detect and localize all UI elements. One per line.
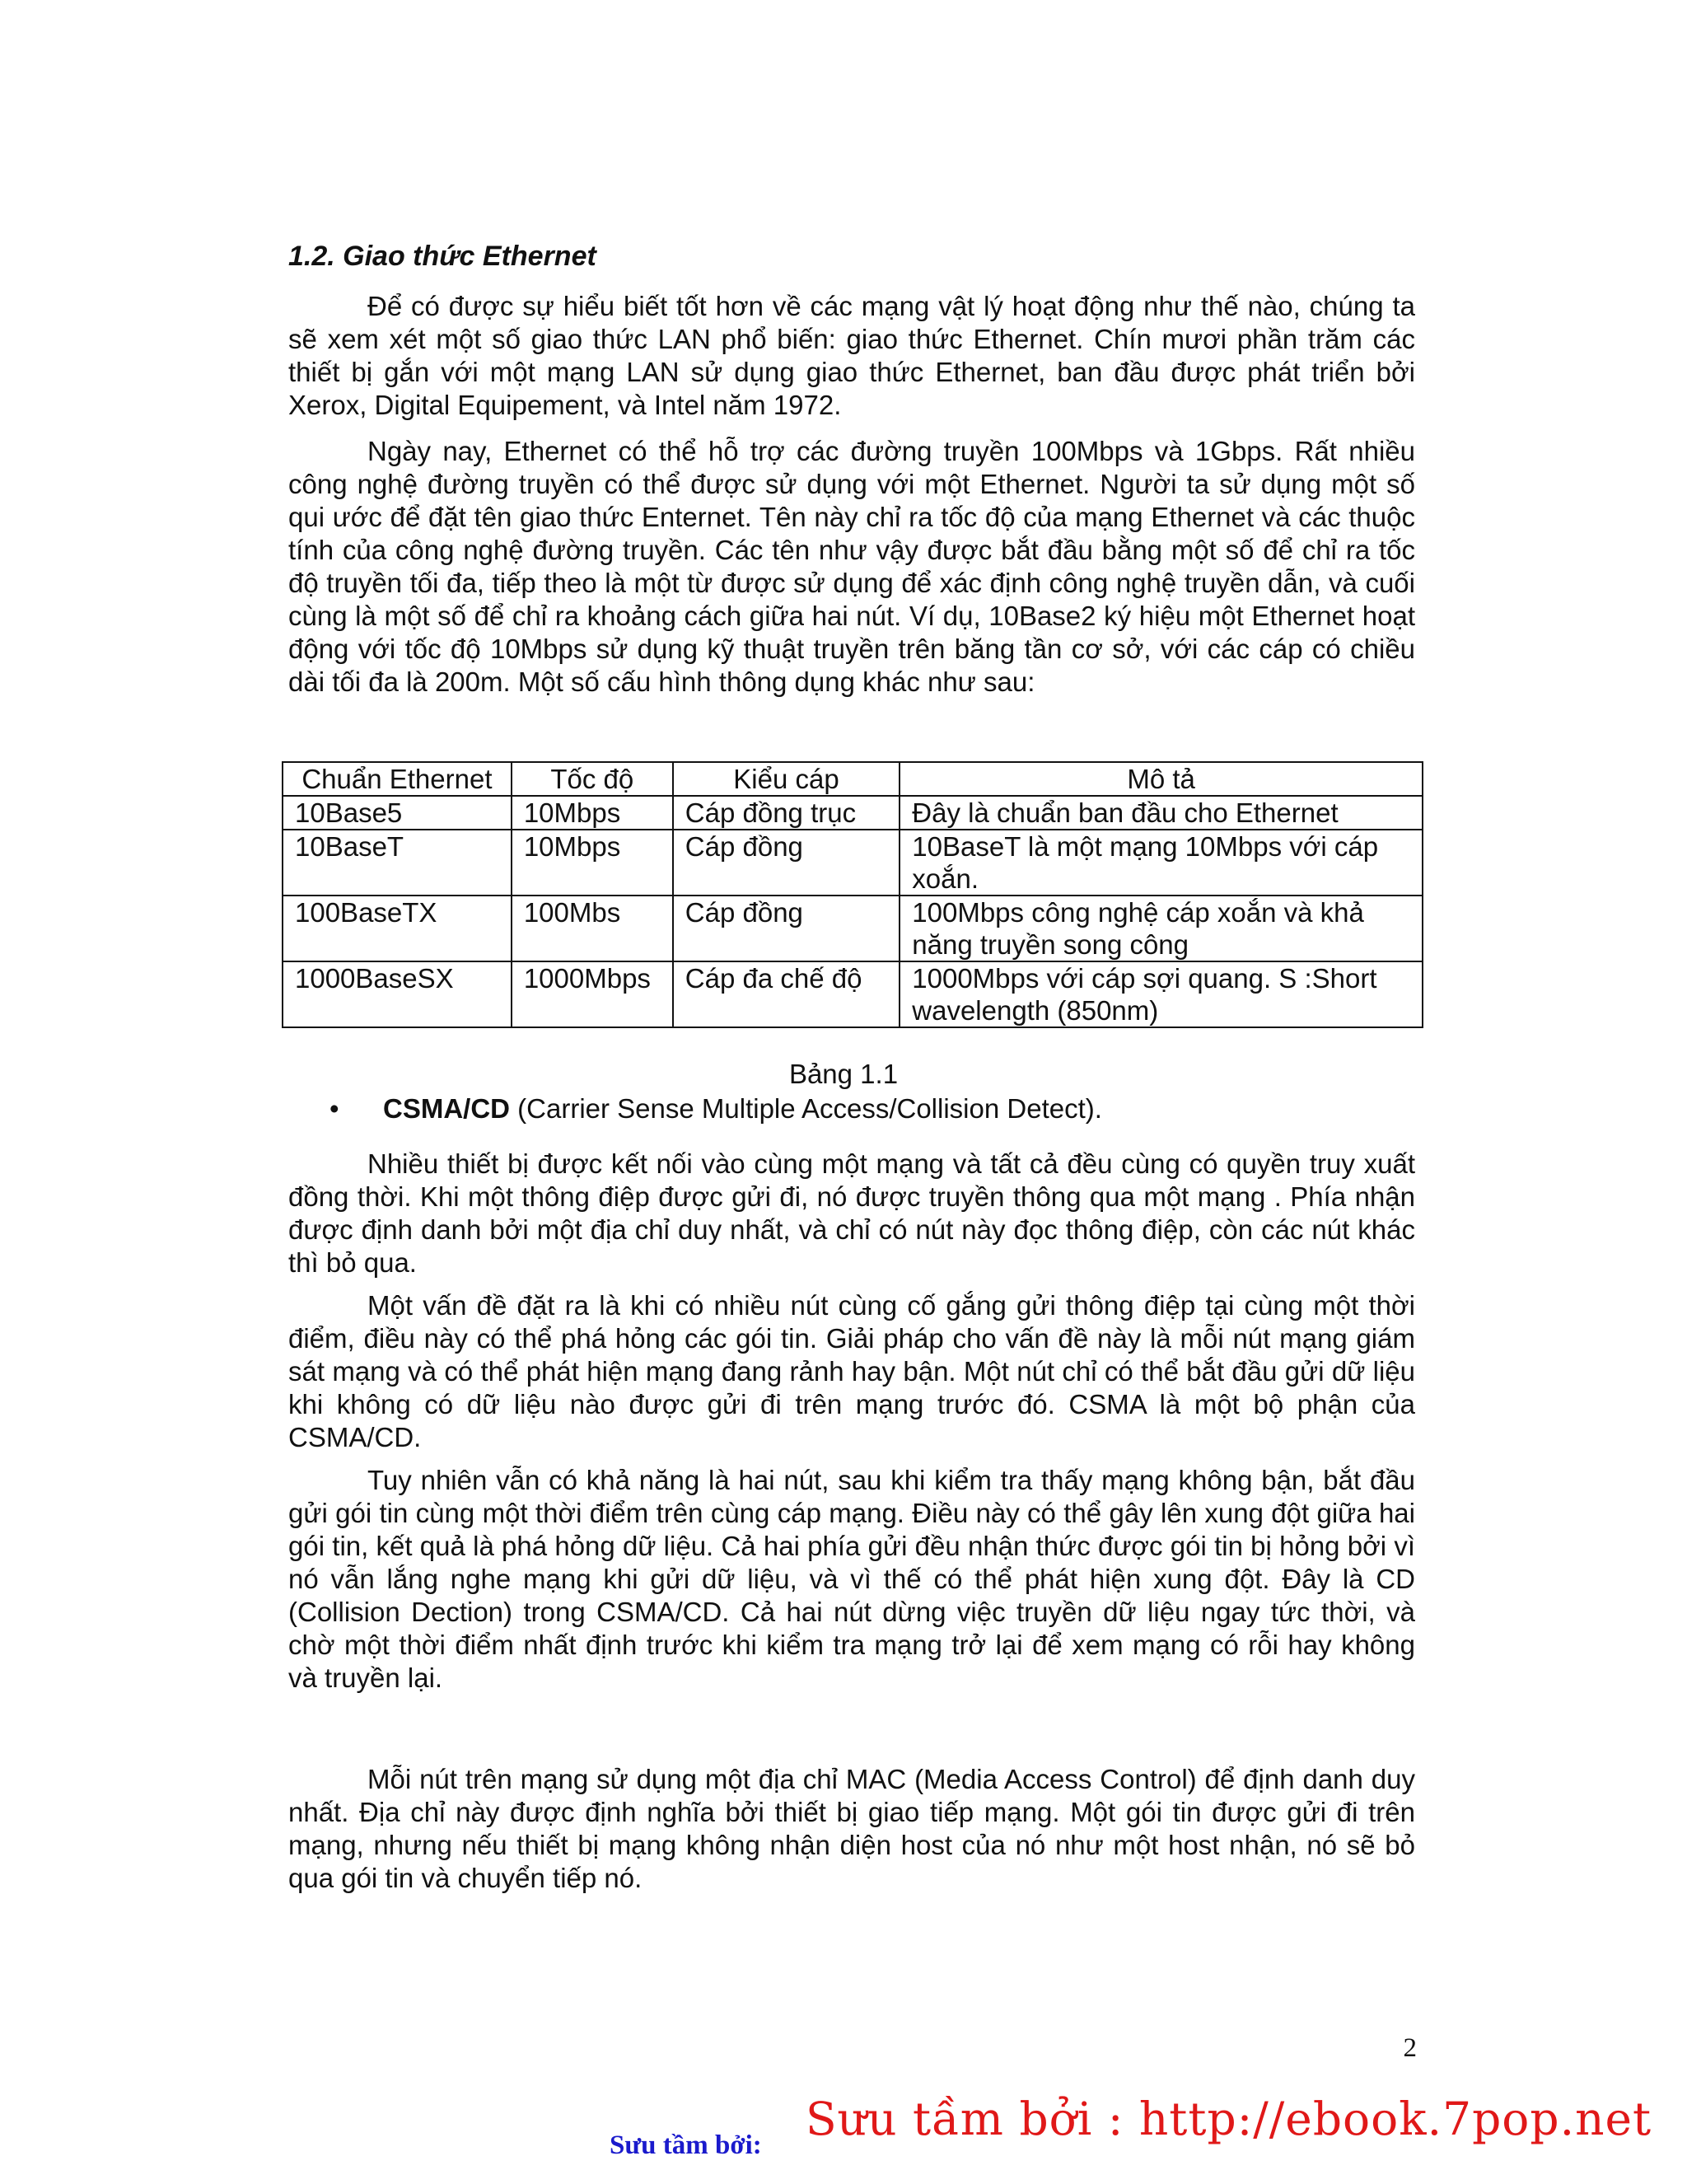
table-cell: Cáp đồng [673, 896, 900, 961]
paragraph-carrier-sense: Một vấn đề đặt ra là khi có nhiều nút cùng cố gắng gửi thông điệp tại cùng một thời điểm, điều này có thể phá hỏng các gói tin. Giải pháp cho vấn đề này là mỗi nút mạng giám sát mạng và có thể phát hiện mạng đang rảnh hay bận. Một nút chỉ có thể bắt đầu gửi dữ liệu khi không có dữ liệu nào được gửi đi trên mạng trước đó. CSMA là một bộ phận của CSMA/CD. [288, 1290, 1415, 1452]
table-cell: 100BaseTX [283, 896, 512, 961]
table-cell: Đây là chuẩn ban đầu cho Ethernet [900, 796, 1423, 830]
table-row [283, 896, 1423, 961]
footer-credit-label: Sưu tầm bởi: [610, 2130, 762, 2160]
paragraph-mac-address: Mỗi nút trên mạng sử dụng một địa chỉ MAC (Media Access Control) để định danh duy nhất. Địa chỉ này được định nghĩa bởi thiết bị giao tiếp mạng. Một gói tin được gửi đi trên mạng, nhưng nếu thiết bị mạng không nhận diện host của nó như một host nhận, nó sẽ bỏ qua gói tin và chuyển tiếp nó. [288, 1764, 1415, 1893]
paragraph-shared-access: Nhiều thiết bị được kết nối vào cùng một mạng và tất cả đều cùng có quyền truy xuất đồng thời. Khi một thông điệp được gửi đi, nó được truyền thông qua một mạng . Phía nhận được định danh bởi một địa chỉ duy nhất, và chỉ có nút này đọc thông điệp, còn các nút khác thì bỏ qua. [288, 1148, 1415, 1278]
bullet-term: CSMA/CD [383, 1093, 510, 1124]
footer-watermark-link[interactable]: Sưu tầm bởi : http://ebook.7pop.net [806, 2093, 1652, 2145]
table-cell: Cáp đa chế độ [673, 961, 900, 1027]
table-cell: 10Base5 [283, 796, 512, 830]
table-row [283, 830, 1423, 896]
bullet-icon: • [329, 1093, 339, 1124]
paragraph-intro: Để có được sự hiểu biết tốt hơn về các mạng vật lý hoạt động như thế nào, chúng ta sẽ xem xét một số giao thức LAN phổ biến: giao thức Ethernet. Chín mươi phần trăm các thiết bị gắn với một mạng LAN sử dụng giao thức Ethernet, ban đầu được phát triển bởi Xerox, Digital Equipement, và Intel năm 1972. [288, 291, 1415, 420]
table-header-cell: Tốc độ [512, 762, 673, 796]
table-row [283, 961, 1423, 1027]
paragraph-collision-detect: Tuy nhiên vẫn có khả năng là hai nút, sau khi kiểm tra thấy mạng không bận, bắt đầu gửi gói tin cùng một thời điểm trên cùng cáp mạng. Điều này có thể gây lên xung đột giữa hai gói tin, kết quả là phá hỏng dữ liệu. Cả hai phía gửi đều nhận thức được gói tin bị hỏng bởi vì nó vẫn lắng nghe mạng khi gửi dữ liệu, và vì thế có thể phát hiện xung đột. Đây là CD (Collision Dection) trong CSMA/CD. Cả hai nút dừng việc truyền dữ liệu ngay tức thời, và chờ một thời điểm nhất định trước khi kiểm tra mạng trở lại để xem mạng có rỗi hay không và truyền lại. [288, 1465, 1415, 1693]
table-cell: 10Mbps [512, 830, 673, 896]
table-caption: Bảng 1.1 [788, 1059, 899, 1089]
ethernet-standards-table [282, 761, 1423, 1028]
table-header-cell: Kiểu cáp [673, 762, 900, 796]
table-header-cell: Chuẩn Ethernet [283, 762, 512, 796]
table-cell: 100Mbs [512, 896, 673, 961]
table-cell: 1000Mbps [512, 961, 673, 1027]
bullet-text [383, 1092, 1102, 1125]
page-number: 2 [1403, 2033, 1417, 2063]
table-cell: 10BaseT là một mạng 10Mbps với cáp xoắn. [900, 830, 1423, 896]
table-cell: Cáp đồng [673, 830, 900, 896]
table-row [283, 796, 1423, 830]
table-header-cell: Mô tả [900, 762, 1423, 796]
table-cell: 100Mbps công nghệ cáp xoắn và khả năng truyền song công [900, 896, 1423, 961]
bullet-description: (Carrier Sense Multiple Access/Collision Detect). [510, 1093, 1102, 1124]
table-cell: Cáp đồng trục [673, 796, 900, 830]
table-cell: 1000Mbps với cáp sợi quang. S :Short wavelength (850nm) [900, 961, 1423, 1027]
table-cell: 1000BaseSX [283, 961, 512, 1027]
section-heading: 1.2. Giao thức Ethernet [288, 241, 596, 272]
table-cell: 10Mbps [512, 796, 673, 830]
table-cell: 10BaseT [283, 830, 512, 896]
paragraph-naming: Ngày nay, Ethernet có thể hỗ trợ các đường truyền 100Mbps và 1Gbps. Rất nhiều công nghệ đường truyền có thể được sử dụng với một Ethernet. Người ta sử dụng một số qui ước để đặt tên giao thức Enternet. Tên này chỉ ra tốc độ của mạng Ethernet và các thuộc tính của công nghệ đường truyền. Các tên như vậy được bắt đầu bằng một số để chỉ ra tốc độ truyền tối đa, tiếp theo là một từ được sử dụng để xác định công nghệ truyền dẫn, và cuối cùng là một số để chỉ ra khoảng cách giữa hai nút. Ví dụ, 10Base2 ký hiệu một Ethernet hoạt động với tốc độ 10Mbps sử dụng kỹ thuật truyền trên băng tần cơ sở, với các cáp có chiều dài tối đa là 200m. Một số cấu hình thông dụng khác như sau: [288, 436, 1415, 697]
table-header-row [283, 762, 1423, 796]
